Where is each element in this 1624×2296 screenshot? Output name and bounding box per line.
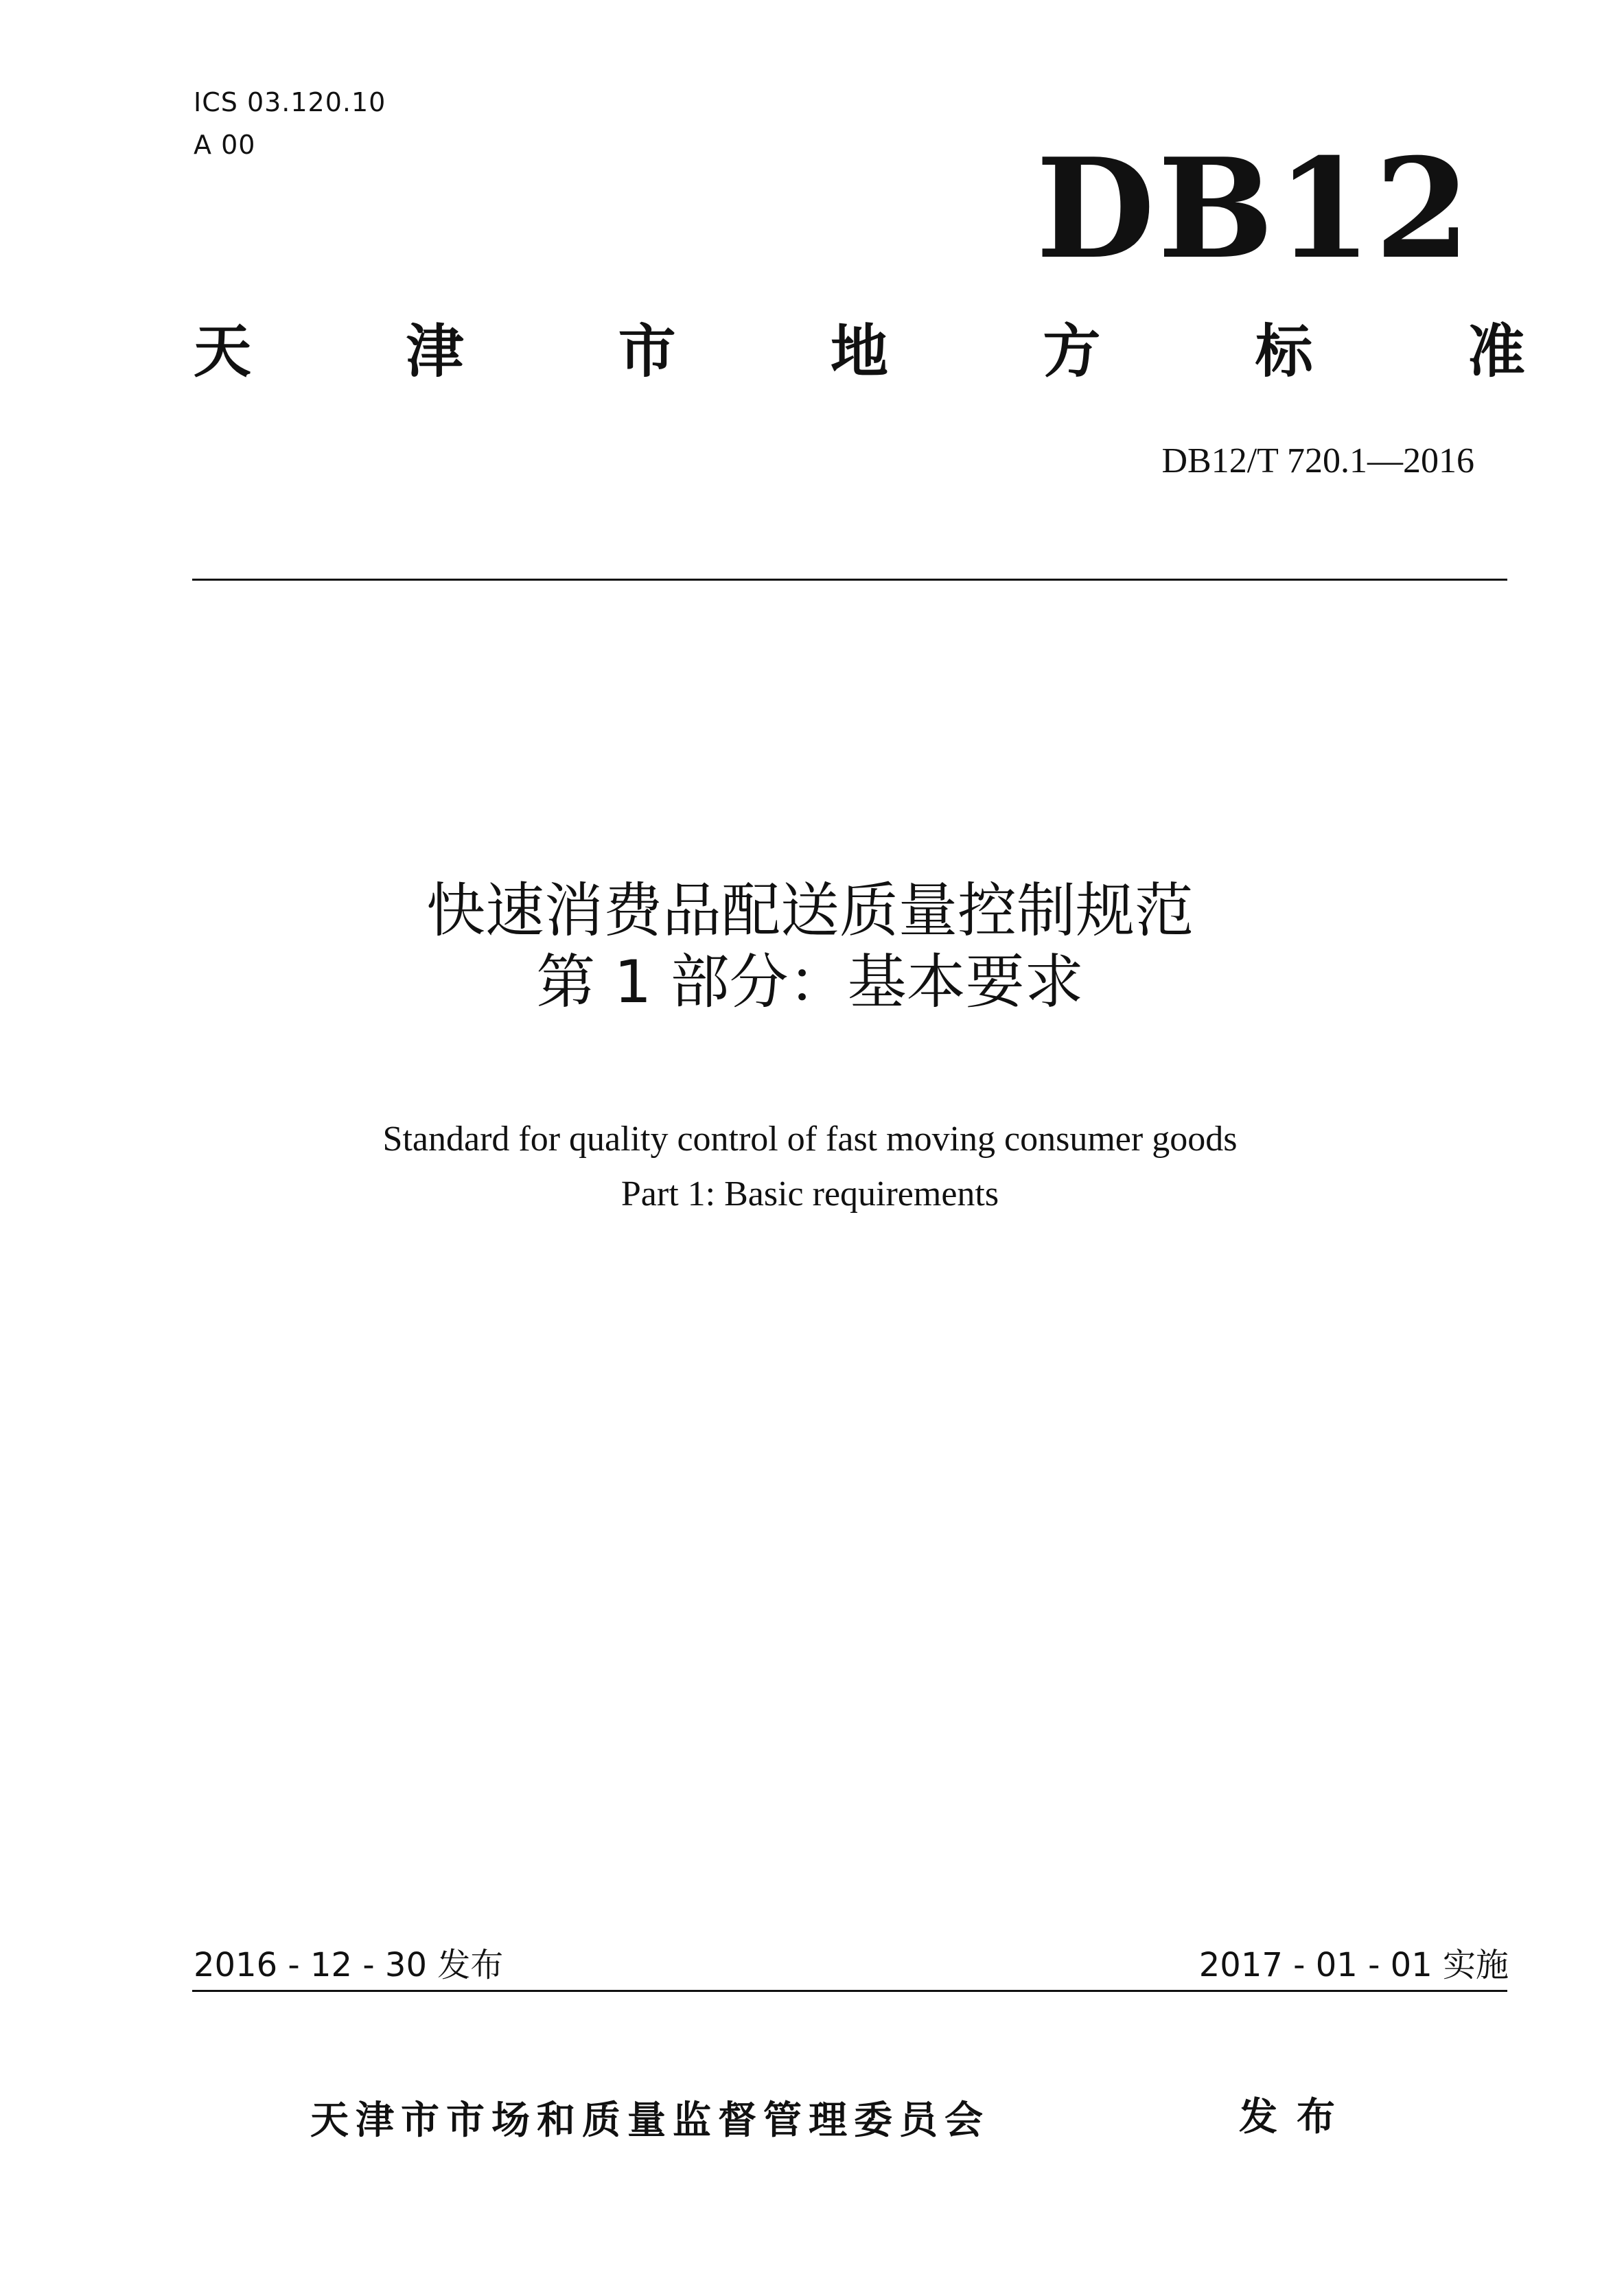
implementation-date: 2017 - 01 - 01 实施 — [1198, 1946, 1509, 1984]
english-title-line-2: Part 1: Basic requirements — [620, 1174, 999, 1214]
standard-type-char: 天 — [194, 318, 252, 385]
footer-divider — [192, 1990, 1507, 1992]
standard-type-char: 市 — [618, 318, 676, 385]
chinese-title — [192, 875, 1428, 1018]
english-title — [192, 1112, 1428, 1222]
ics-code: ICS 03.120.10 — [194, 87, 386, 117]
ccs-code: A 00 — [194, 130, 256, 160]
standard-type-char: 地 — [830, 318, 888, 385]
chinese-title-line-2: 第 1 部分：基本要求 — [536, 948, 1084, 1017]
standard-code-logo: DB12 — [1036, 128, 1473, 290]
publisher-name: 天津市市场和质量监督管理委员会 — [310, 2098, 990, 2143]
standard-type-char: 准 — [1467, 318, 1525, 385]
standard-type-char: 津 — [406, 318, 464, 385]
classification-codes — [194, 81, 386, 166]
standard-type-char: 方 — [1043, 318, 1101, 385]
standard-type-char: 标 — [1255, 318, 1313, 385]
header-divider — [192, 579, 1507, 581]
chinese-title-line-1: 快速消费品配送质量控制规范 — [426, 877, 1194, 945]
publisher-action: 发布 — [1239, 2095, 1354, 2140]
english-title-line-1: Standard for quality control of fast moving consumer goods — [382, 1120, 1238, 1159]
standard-number: DB12/T 720.1—2016 — [1161, 441, 1474, 480]
issue-date: 2016 - 12 - 30 发布 — [194, 1946, 504, 1984]
standard-type-heading — [194, 317, 1525, 386]
